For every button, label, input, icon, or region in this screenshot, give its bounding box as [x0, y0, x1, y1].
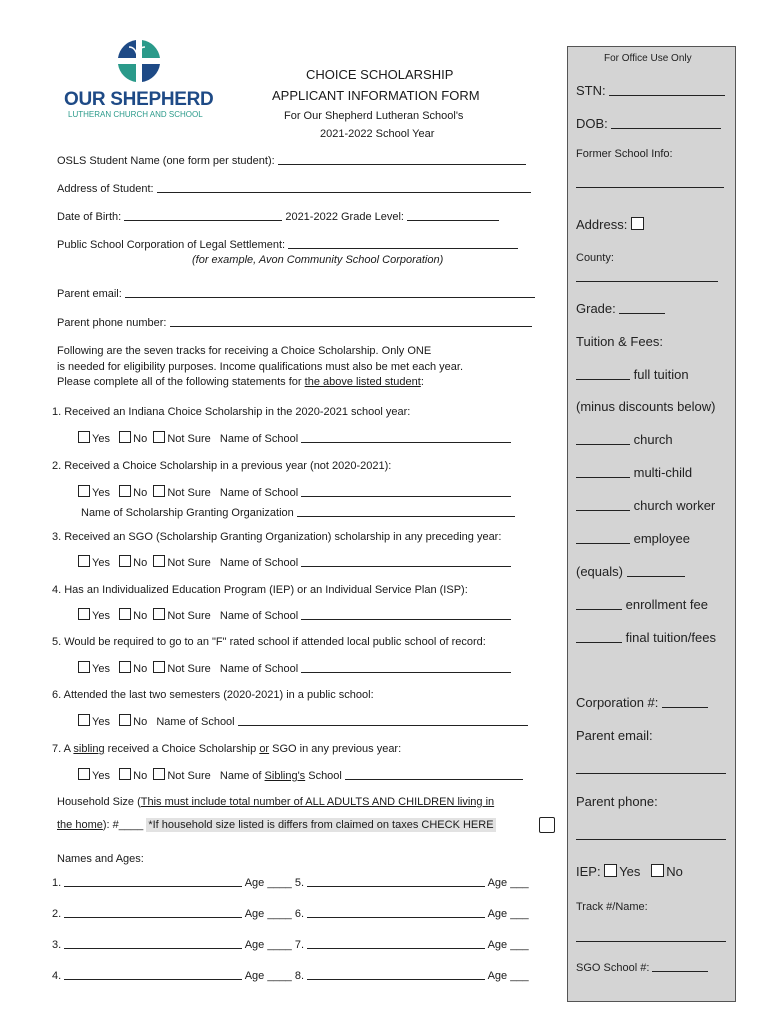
q5-school-field[interactable] [301, 662, 511, 673]
q2-options [78, 485, 511, 499]
age-8-field[interactable]: Age ___ [487, 970, 529, 982]
q4-not-sure-checkbox[interactable] [153, 608, 165, 620]
intro-line-3-end: : [420, 376, 424, 388]
office-former-school-field[interactable] [576, 175, 724, 188]
form-subtitle-1: For Our Shepherd Lutheran School's [284, 110, 464, 122]
question-3: 3. Received an SGO (Scholarship Granting Organization) scholarship in any preceding year: [52, 531, 502, 543]
public-school-corp-label: Public School Corporation of Legal Settlement: [57, 239, 286, 251]
q6-no-label: No [133, 716, 148, 728]
q2-yes-label: Yes [92, 487, 110, 499]
office-track-name-row [576, 929, 726, 944]
q5-yes-checkbox[interactable] [78, 661, 90, 673]
name-1-field[interactable] [64, 876, 242, 887]
office-parent-email-field[interactable] [576, 761, 726, 774]
parent-email-label: Parent email: [57, 288, 122, 300]
question-2: 2. Received a Choice Scholarship in a previous year (not 2020-2021): [52, 460, 392, 472]
q2-sgo-row [81, 506, 515, 519]
intro-line-3-underlined: the above listed student [304, 376, 421, 388]
q4-school-field[interactable] [301, 609, 511, 620]
office-full-tuition-field[interactable] [576, 367, 630, 380]
q7-name-siblings: Sibling's [264, 770, 306, 782]
household-count-field[interactable]: ): #____ [102, 819, 144, 831]
office-multi-child-field[interactable] [576, 465, 630, 478]
office-enrollment-fee-row [576, 597, 708, 612]
q3-school-field[interactable] [301, 556, 511, 567]
q2-sgo-field[interactable] [297, 506, 515, 517]
q2-yes-checkbox[interactable] [78, 485, 90, 497]
name-8-number: 8. [294, 970, 305, 982]
q6-options [78, 714, 528, 728]
office-church-worker-label: church worker [633, 498, 716, 513]
household-underlined-1: This must include total number of ALL ADULTS AND CHILDREN living in [140, 796, 495, 808]
name-1-number: 1. [52, 877, 62, 889]
q5-no-label: No [133, 663, 148, 675]
office-sgo-school-field[interactable] [652, 961, 708, 972]
address-label: Address of Student: [57, 183, 154, 195]
office-iep-yes-label: Yes [619, 864, 641, 879]
public-school-corp-field[interactable] [288, 238, 518, 249]
q2-not-sure-checkbox[interactable] [153, 485, 165, 497]
office-multi-child-label: multi-child [633, 465, 693, 480]
name-7-number: 7. [294, 939, 305, 951]
office-grade-row [576, 301, 665, 316]
office-grade-field[interactable] [619, 301, 665, 314]
question-6: 6. Attended the last two semesters (2020-2021) in a public school: [52, 689, 374, 701]
q4-options [78, 608, 511, 622]
office-former-school-label: Former School Info: [576, 148, 673, 160]
q4-school-label: Name of School [219, 610, 299, 622]
name-5-field[interactable] [307, 876, 485, 887]
public-school-corp-row [57, 238, 518, 251]
q7-no-checkbox[interactable] [119, 768, 131, 780]
name-7-field[interactable] [307, 938, 485, 949]
student-name-row [57, 154, 526, 167]
q7-not-sure-label: Not Sure [167, 770, 211, 782]
office-iep-label: IEP: [576, 864, 601, 879]
q5-not-sure-checkbox[interactable] [153, 661, 165, 673]
q7-options [78, 768, 523, 782]
q7-sibling: sibling [73, 743, 105, 755]
q7-text-a: 7. A [52, 743, 74, 755]
q1-no-checkbox[interactable] [119, 431, 131, 443]
household-line-2 [57, 819, 496, 831]
q6-school-field[interactable] [238, 715, 528, 726]
q4-no-checkbox[interactable] [119, 608, 131, 620]
address-field[interactable] [157, 182, 531, 193]
form-subtitle-2: 2021-2022 School Year [320, 128, 435, 140]
q3-yes-checkbox[interactable] [78, 555, 90, 567]
office-corporation-label: Corporation #: [576, 695, 659, 710]
household-tax-note: *If household size listed is differs from claimed on taxes CHECK HERE [148, 819, 494, 831]
q5-school-label: Name of School [219, 663, 299, 675]
q7-or: or [259, 743, 270, 755]
form-title-2: APPLICANT INFORMATION FORM [272, 88, 480, 103]
q2-school-field[interactable] [301, 486, 511, 497]
office-employee-label: employee [633, 531, 690, 546]
office-parent-phone-row [576, 827, 726, 842]
name-4-field[interactable] [64, 969, 242, 980]
question-1: 1. Received an Indiana Choice Scholarship in the 2020-2021 school year: [52, 406, 411, 418]
student-name-label: OSLS Student Name (one form per student): [57, 155, 275, 167]
q5-no-checkbox[interactable] [119, 661, 131, 673]
age-6-field[interactable]: Age ___ [487, 908, 529, 920]
q1-yes-checkbox[interactable] [78, 431, 90, 443]
household-line-1 [57, 796, 494, 808]
q2-sgo-label: Name of Scholarship Granting Organization [81, 507, 294, 519]
q2-no-checkbox[interactable] [119, 485, 131, 497]
household-pre: Household Size ( [57, 796, 141, 808]
office-iep-yes-checkbox[interactable] [604, 864, 617, 877]
office-final-tuition-row [576, 630, 716, 645]
office-sgo-school-label: SGO School #: [576, 962, 650, 974]
name-3-number: 3. [52, 939, 62, 951]
office-address-label: Address: [576, 217, 628, 232]
name-age-row-4 [52, 969, 529, 982]
office-address-row [576, 217, 646, 232]
office-county-label: County: [576, 252, 614, 264]
grade-level-field[interactable] [407, 210, 499, 221]
office-sgo-school-row [576, 961, 708, 974]
q4-yes-checkbox[interactable] [78, 608, 90, 620]
office-minus-discounts-label: (minus discounts below) [576, 399, 716, 414]
age-3-field[interactable]: Age ____ [244, 939, 292, 951]
name-age-row-1 [52, 876, 529, 889]
office-county-field[interactable] [576, 269, 718, 282]
office-title: For Office Use Only [604, 53, 692, 64]
q4-not-sure-label: Not Sure [167, 610, 211, 622]
household-underlined-2: the home [57, 819, 103, 831]
age-4-field[interactable]: Age ____ [244, 970, 292, 982]
office-church-field[interactable] [576, 432, 630, 445]
parent-phone-label: Parent phone number: [57, 317, 167, 329]
office-enrollment-fee-label: enrollment fee [625, 597, 709, 612]
office-iep-row [576, 864, 683, 879]
q7-name-pre: Name of [219, 770, 265, 782]
q1-yes-label: Yes [92, 433, 110, 445]
office-employee-row [576, 531, 690, 546]
intro-line-3 [57, 376, 424, 388]
office-tuition-fees-label: Tuition & Fees: [576, 334, 663, 349]
q6-yes-label: Yes [92, 716, 110, 728]
question-4: 4. Has an Individualized Education Program (IEP) or an Individual Service Plan (ISP): [52, 584, 468, 596]
office-church-label: church [633, 432, 673, 447]
names-ages-label: Names and Ages: [57, 853, 144, 865]
q3-options [78, 555, 511, 569]
office-track-name-label: Track #/Name: [576, 901, 648, 913]
name-3-field[interactable] [64, 938, 242, 949]
age-5-field[interactable]: Age ___ [487, 877, 529, 889]
office-corporation-row [576, 695, 708, 710]
office-corporation-field[interactable] [662, 695, 708, 708]
office-final-tuition-label: final tuition/fees [625, 630, 716, 645]
office-stn-field[interactable] [609, 83, 725, 96]
address-row [57, 182, 531, 195]
name-age-row-2 [52, 907, 529, 920]
name-2-number: 2. [52, 908, 62, 920]
office-track-name-field[interactable] [576, 929, 726, 942]
name-2-field[interactable] [64, 907, 242, 918]
grade-level-label: 2021-2022 Grade Level: [285, 211, 404, 223]
corp-example: (for example, Avon Community School Corporation) [192, 254, 444, 266]
q5-not-sure-label: Not Sure [167, 663, 211, 675]
dob-field[interactable] [124, 210, 282, 221]
age-1-field[interactable]: Age ____ [244, 877, 292, 889]
name-5-number: 5. [294, 877, 305, 889]
q4-no-label: No [133, 610, 148, 622]
q2-not-sure-label: Not Sure [167, 487, 211, 499]
office-equals-field[interactable] [627, 564, 685, 577]
office-church-worker-row [576, 498, 715, 513]
q1-not-sure-label: Not Sure [167, 433, 211, 445]
dob-label: Date of Birth: [57, 211, 122, 223]
q5-yes-label: Yes [92, 663, 110, 675]
q3-not-sure-label: Not Sure [167, 557, 211, 569]
name-6-field[interactable] [307, 907, 485, 918]
q4-yes-label: Yes [92, 610, 110, 622]
q3-not-sure-checkbox[interactable] [153, 555, 165, 567]
parent-email-field[interactable] [125, 287, 535, 298]
q1-options [78, 431, 511, 445]
q7-yes-label: Yes [92, 770, 110, 782]
name-6-number: 6. [294, 908, 305, 920]
office-grade-label: Grade: [576, 301, 616, 316]
q1-not-sure-checkbox[interactable] [153, 431, 165, 443]
q3-no-checkbox[interactable] [119, 555, 131, 567]
q7-not-sure-checkbox[interactable] [153, 768, 165, 780]
q3-yes-label: Yes [92, 557, 110, 569]
q1-school-label: Name of School [219, 433, 299, 445]
office-equals-label: (equals) [576, 564, 623, 579]
office-stn-label: STN: [576, 83, 606, 98]
office-full-tuition-label: full tuition [633, 367, 689, 382]
logo-name: OUR SHEPHERD [64, 89, 214, 110]
office-full-tuition-row [576, 367, 689, 382]
name-age-row-3 [52, 938, 529, 951]
question-5: 5. Would be required to go to an "F" rated school if attended local public school of record: [52, 636, 486, 648]
q6-school-label: Name of School [156, 716, 235, 728]
office-iep-no-checkbox[interactable] [651, 864, 664, 877]
office-church-row [576, 432, 673, 447]
office-parent-email-row [576, 761, 726, 776]
q5-options [78, 661, 511, 675]
office-parent-email-label: Parent email: [576, 728, 653, 743]
parent-email-row [57, 287, 535, 300]
office-final-tuition-field[interactable] [576, 630, 622, 643]
q7-name-post: School [305, 770, 342, 782]
parent-phone-field[interactable] [170, 316, 532, 327]
office-church-worker-field[interactable] [576, 498, 630, 511]
office-iep-no-label: No [666, 864, 683, 879]
q1-school-field[interactable] [301, 432, 511, 443]
intro-line-2: is needed for eligibility purposes. Income qualifications must also be met each year. [57, 361, 463, 373]
q7-school-field[interactable] [345, 769, 523, 780]
q6-yes-checkbox[interactable] [78, 714, 90, 726]
intro-line-1: Following are the seven tracks for receiving a Choice Scholarship. Only ONE [57, 345, 432, 357]
office-employee-field[interactable] [576, 531, 630, 544]
q2-no-label: No [133, 487, 148, 499]
office-equals-row [576, 564, 685, 579]
name-8-field[interactable] [307, 969, 485, 980]
office-dob-field[interactable] [611, 116, 721, 129]
office-parent-phone-label: Parent phone: [576, 794, 658, 809]
age-2-field[interactable]: Age ____ [244, 908, 292, 920]
question-7 [52, 743, 401, 755]
age-7-field[interactable]: Age ___ [487, 939, 529, 951]
q1-no-label: No [133, 433, 148, 445]
q7-text-b: received a Choice Scholarship [104, 743, 260, 755]
q2-school-label: Name of School [219, 487, 299, 499]
office-former-school-row [576, 175, 724, 190]
q6-no-checkbox[interactable] [119, 714, 131, 726]
office-multi-child-row [576, 465, 692, 480]
intro-line-3-text: Please complete all of the following statements for [57, 376, 305, 388]
form-title-1: CHOICE SCHOLARSHIP [306, 67, 454, 82]
q7-no-label: No [133, 770, 148, 782]
office-enrollment-fee-field[interactable] [576, 597, 622, 610]
q7-yes-checkbox[interactable] [78, 768, 90, 780]
office-county-row [576, 269, 718, 284]
q3-no-label: No [133, 557, 148, 569]
dob-row [57, 210, 499, 223]
office-dob-label: DOB: [576, 116, 608, 131]
office-stn-row [576, 83, 725, 98]
q3-school-label: Name of School [219, 557, 299, 569]
q7-text-c: SGO in any previous year: [269, 743, 402, 755]
household-tax-checkbox[interactable] [539, 817, 555, 833]
office-dob-row [576, 116, 721, 131]
office-use-panel [567, 46, 736, 1002]
name-4-number: 4. [52, 970, 62, 982]
our-shepherd-logo-icon [116, 38, 162, 84]
office-address-checkbox[interactable] [631, 217, 644, 230]
parent-phone-row [57, 316, 532, 329]
office-parent-phone-field[interactable] [576, 827, 726, 840]
logo-subtitle: LUTHERAN CHURCH AND SCHOOL [68, 110, 203, 119]
student-name-field[interactable] [278, 154, 526, 165]
